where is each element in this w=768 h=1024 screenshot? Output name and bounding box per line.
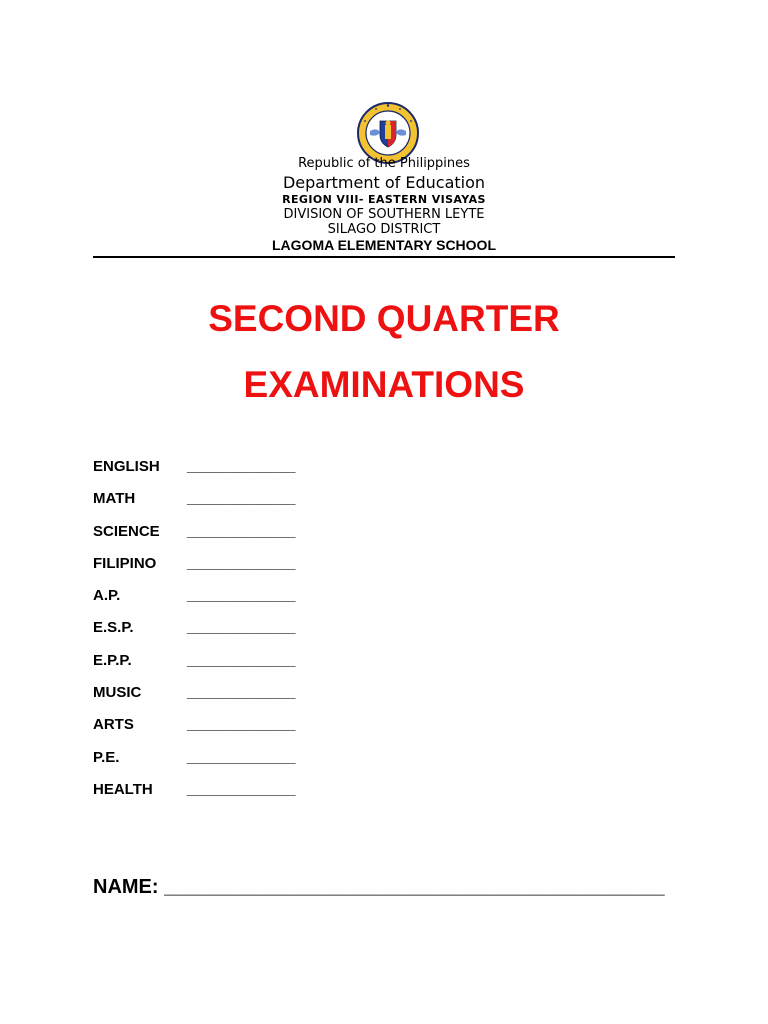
subject-row-epp — [93, 652, 393, 684]
subject-row-ap — [93, 587, 393, 619]
subject-score-blank[interactable]: _____________ — [187, 748, 296, 766]
header-district: SILAGO DISTRICT — [327, 222, 441, 237]
subject-label: ENGLISH — [93, 458, 160, 475]
subject-score-blank[interactable]: _____________ — [187, 619, 296, 637]
name-label: NAME: — [93, 876, 159, 898]
subject-score-blank[interactable]: _____________ — [187, 780, 296, 798]
header-divider — [93, 256, 675, 258]
subject-score-blank[interactable]: _____________ — [187, 684, 296, 702]
subject-score-blank[interactable]: _____________ — [187, 490, 296, 508]
subject-score-blank[interactable]: _____________ — [187, 587, 296, 605]
subject-label: ARTS — [93, 716, 134, 734]
subject-row-english — [93, 458, 393, 490]
subject-label: P.E. — [93, 748, 120, 766]
subject-label: A.P. — [93, 587, 121, 605]
subject-row-music — [93, 684, 393, 716]
subject-row-math — [93, 490, 393, 522]
header-department: Department of Education — [282, 173, 486, 192]
subject-row-science — [93, 523, 393, 555]
subject-row-health — [93, 781, 393, 813]
subject-row-filipino — [93, 555, 393, 587]
header-division: DIVISION OF SOUTHERN LEYTE — [283, 207, 485, 222]
name-field — [93, 876, 665, 899]
subject-score-blank[interactable]: _____________ — [187, 716, 296, 734]
subject-score-blank[interactable]: _____________ — [187, 522, 296, 540]
subject-label: E.S.P. — [93, 619, 134, 637]
subject-list — [93, 458, 393, 813]
subject-score-blank[interactable]: _____________ — [187, 458, 296, 475]
header-school: LAGOMA ELEMENTARY SCHOOL — [272, 237, 496, 253]
subject-label: HEALTH — [93, 780, 153, 798]
subject-label: FILIPINO — [93, 554, 157, 572]
subject-row-arts — [93, 716, 393, 748]
header-region: REGION VIII- EASTERN VISAYAS — [282, 193, 486, 206]
subject-label: E.P.P. — [93, 651, 132, 669]
subject-label: MATH — [93, 490, 136, 508]
subject-row-pe — [93, 749, 393, 781]
subject-label: SCIENCE — [93, 522, 160, 540]
exam-title-line-1: SECOND QUARTER — [208, 298, 560, 339]
subject-label: MUSIC — [93, 684, 142, 702]
exam-title-line-2: EXAMINATIONS — [243, 364, 525, 405]
name-blank[interactable]: _____________________________________________ — [164, 876, 665, 898]
subject-score-blank[interactable]: _____________ — [187, 651, 296, 669]
subject-row-esp — [93, 619, 393, 651]
header-republic: Republic of the Philippines — [298, 156, 470, 171]
subject-score-blank[interactable]: _____________ — [187, 554, 296, 572]
